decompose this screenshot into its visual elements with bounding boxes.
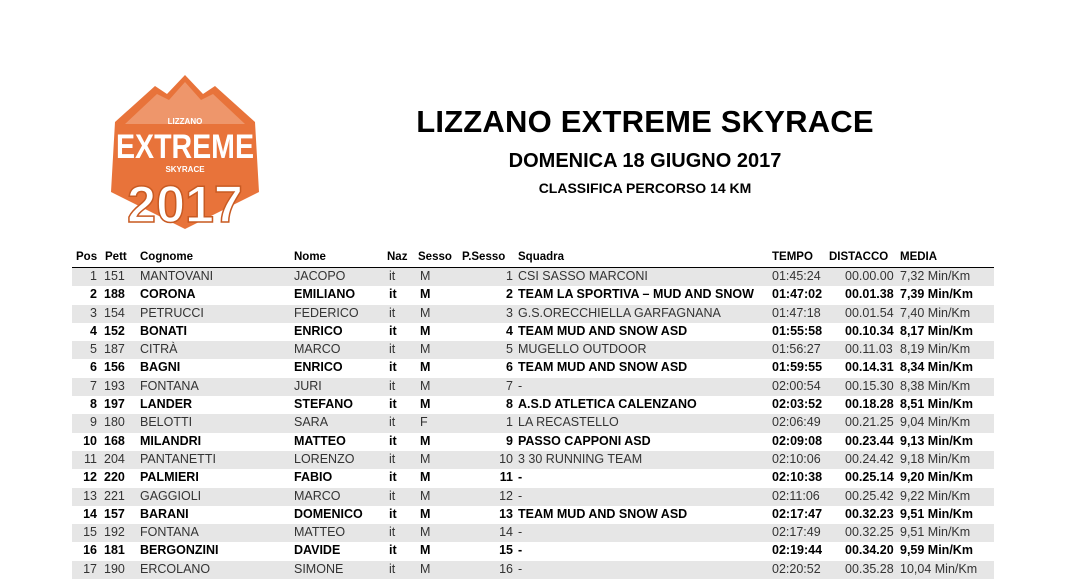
cell-pett: 168 (104, 433, 125, 448)
cell-tempo: 01:47:02 (772, 287, 823, 302)
cell-naz: it (389, 378, 396, 393)
cell-tempo: 02:09:08 (772, 433, 823, 448)
cell-pos: 8 (90, 397, 97, 412)
logo-top-text: LIZZANO (167, 117, 203, 126)
cell-pett: 221 (104, 488, 125, 503)
cell-pos: 12 (83, 470, 97, 485)
cell-media: 9,22 Min/Km (900, 488, 971, 503)
cell-nome: MATTEO (294, 433, 346, 448)
cell-pett: 193 (104, 378, 125, 393)
table-row (72, 524, 994, 542)
cell-media: 9,13 Min/Km (900, 433, 973, 448)
table-row (72, 359, 994, 377)
cell-pett: 192 (104, 525, 125, 540)
cell-sesso: M (420, 543, 431, 558)
cell-media: 8,19 Min/Km (900, 342, 971, 357)
cell-pos: 3 (90, 305, 97, 320)
cell-pos: 4 (90, 323, 97, 338)
cell-pett: 180 (104, 415, 125, 430)
cell-naz: it (389, 360, 397, 375)
cell-nome: DOMENICO (294, 506, 363, 521)
cell-pos: 1 (90, 269, 97, 283)
cell-media: 9,51 Min/Km (900, 525, 971, 540)
table-row (72, 542, 994, 560)
cell-psesso: 3 (506, 305, 513, 320)
header-naz: Naz (387, 251, 408, 263)
cell-naz: it (389, 506, 397, 521)
cell-distacco: 00.32.25 (845, 525, 894, 540)
cell-nome: ENRICO (294, 360, 343, 375)
cell-nome: MATTEO (294, 525, 346, 540)
cell-sesso: M (420, 506, 431, 521)
cell-distacco: 00.10.34 (845, 323, 894, 338)
cell-naz: it (389, 342, 396, 357)
results-table (72, 268, 994, 579)
cell-cognome: FONTANA (140, 525, 199, 540)
cell-squadra: A.S.D ATLETICA CALENZANO (518, 397, 697, 412)
cell-distacco: 00.01.38 (845, 287, 894, 302)
cell-nome: DAVIDE (294, 543, 341, 558)
cell-psesso: 10 (499, 451, 513, 466)
cell-naz: it (389, 287, 397, 302)
cell-naz: it (389, 470, 397, 485)
table-header (72, 250, 994, 269)
cell-sesso: M (420, 378, 431, 393)
cell-distacco: 00.32.23 (845, 506, 894, 521)
cell-psesso: 9 (506, 433, 513, 448)
header-pos: Pos (76, 251, 98, 263)
cell-naz: it (389, 451, 396, 466)
header-cognome: Cognome (140, 251, 194, 263)
cell-tempo: 02:20:52 (772, 561, 821, 576)
cell-psesso: 15 (499, 543, 513, 558)
cell-nome: JURI (294, 378, 322, 393)
cell-squadra: CSI SASSO MARCONI (518, 269, 648, 283)
cell-naz: it (389, 543, 397, 558)
event-logo (105, 72, 265, 232)
table-row (72, 286, 994, 304)
cell-squadra: - (518, 488, 523, 503)
cell-cognome: MILANDRI (140, 433, 202, 448)
table-row (72, 341, 994, 359)
cell-sesso: M (420, 323, 431, 338)
cell-cognome: ERCOLANO (140, 561, 211, 576)
table-row (72, 506, 994, 524)
cell-sesso: F (420, 415, 428, 430)
cell-psesso: 1 (506, 415, 513, 430)
cell-nome: FABIO (294, 470, 333, 485)
cell-media: 8,38 Min/Km (900, 378, 971, 393)
cell-naz: it (389, 433, 397, 448)
cell-distacco: 00.25.42 (845, 488, 894, 503)
cell-sesso: M (420, 433, 431, 448)
cell-cognome: BERGONZINI (140, 543, 219, 558)
cell-pos: 10 (83, 433, 97, 448)
cell-media: 8,17 Min/Km (900, 323, 973, 338)
cell-psesso: 13 (499, 506, 513, 521)
cell-media: 7,39 Min/Km (900, 287, 973, 302)
cell-psesso: 12 (499, 488, 513, 503)
cell-naz: it (389, 397, 397, 412)
cell-pett: 204 (104, 451, 125, 466)
cell-distacco: 00.11.03 (845, 342, 893, 357)
cell-distacco: 00.25.14 (845, 470, 894, 485)
cell-tempo: 01:47:18 (772, 305, 821, 320)
cell-pett: 154 (104, 305, 125, 320)
cell-nome: LORENZO (294, 451, 355, 466)
cell-nome: MARCO (294, 342, 341, 357)
cell-psesso: 5 (506, 342, 513, 357)
header-squadra: Squadra (518, 251, 565, 263)
cell-sesso: M (420, 360, 431, 375)
cell-pos: 15 (83, 525, 97, 540)
page-title: LIZZANO EXTREME SKYRACE (416, 104, 874, 139)
cell-distacco: 00.14.31 (845, 360, 894, 375)
cell-nome: ENRICO (294, 323, 343, 338)
logo-sub-text: SKYRACE (165, 165, 205, 174)
logo-year: 2017 (127, 176, 243, 232)
cell-distacco: 00.21.25 (845, 415, 894, 430)
cell-sesso: M (420, 451, 431, 466)
header-media: MEDIA (900, 251, 938, 263)
header-sesso: Sesso (418, 251, 452, 263)
cell-sesso: M (420, 342, 431, 357)
cell-media: 9,20 Min/Km (900, 470, 973, 485)
cell-sesso: M (420, 287, 431, 302)
table-row (72, 561, 994, 579)
cell-nome: SIMONE (294, 561, 344, 576)
cell-distacco: 00.23.44 (845, 433, 894, 448)
cell-pett: 156 (104, 360, 125, 375)
cell-nome: EMILIANO (294, 287, 356, 302)
cell-psesso: 2 (506, 287, 513, 302)
cell-psesso: 16 (499, 561, 513, 576)
cell-cognome: CITRÀ (140, 342, 178, 357)
cell-pos: 14 (83, 506, 97, 521)
cell-naz: it (389, 305, 396, 320)
cell-pett: 197 (104, 397, 125, 412)
cell-squadra: - (518, 470, 523, 485)
cell-cognome: CORONA (140, 287, 196, 302)
cell-cognome: PALMIERI (140, 470, 199, 485)
cell-sesso: M (420, 470, 431, 485)
cell-squadra: TEAM LA SPORTIVA – MUD AND SNOW (518, 287, 754, 302)
cell-tempo: 02:00:54 (772, 378, 821, 393)
cell-tempo: 01:56:27 (772, 342, 821, 357)
cell-naz: it (389, 488, 396, 503)
table-row (72, 433, 994, 451)
cell-psesso: 4 (506, 323, 513, 338)
cell-pett: 188 (104, 287, 125, 302)
cell-pos: 13 (83, 488, 97, 503)
cell-media: 9,59 Min/Km (900, 543, 973, 558)
cell-naz: it (389, 561, 396, 576)
cell-pos: 17 (83, 561, 97, 576)
cell-cognome: LANDER (140, 397, 193, 412)
table-row (72, 323, 994, 341)
cell-psesso: 8 (506, 397, 513, 412)
cell-tempo: 01:59:55 (772, 360, 823, 375)
cell-cognome: GAGGIOLI (140, 488, 202, 503)
table-row (72, 414, 994, 432)
cell-squadra: 3 30 RUNNING TEAM (518, 451, 643, 466)
cell-squadra: LA RECASTELLO (518, 415, 619, 430)
cell-pett: 187 (104, 342, 125, 357)
cell-media: 7,40 Min/Km (900, 305, 971, 320)
cell-media: 7,32 Min/Km (900, 269, 971, 283)
cell-nome: SARA (294, 415, 329, 430)
cell-tempo: 02:10:38 (772, 470, 823, 485)
cell-distacco: 00.24.42 (845, 451, 894, 466)
cell-cognome: BONATI (140, 323, 187, 338)
table-row (72, 378, 994, 396)
cell-pos: 9 (90, 415, 97, 430)
cell-pett: 220 (104, 470, 125, 485)
table-row (72, 305, 994, 323)
cell-tempo: 01:45:24 (772, 269, 821, 283)
cell-naz: it (389, 269, 396, 283)
cell-squadra: TEAM MUD AND SNOW ASD (518, 506, 688, 521)
cell-tempo: 02:19:44 (772, 543, 823, 558)
cell-tempo: 02:17:47 (772, 506, 823, 521)
cell-psesso: 1 (506, 269, 513, 283)
cell-tempo: 02:06:49 (772, 415, 821, 430)
cell-cognome: FONTANA (140, 378, 199, 393)
page-subtitle: CLASSIFICA PERCORSO 14 KM (538, 180, 752, 196)
cell-squadra: TEAM MUD AND SNOW ASD (518, 360, 688, 375)
cell-media: 9,04 Min/Km (900, 415, 971, 430)
cell-squadra: PASSO CAPPONI ASD (518, 433, 651, 448)
cell-sesso: M (420, 561, 431, 576)
cell-naz: it (389, 525, 396, 540)
cell-distacco: 00.00.00 (845, 269, 894, 283)
header-psesso: P.Sesso (462, 251, 506, 263)
table-row (72, 396, 994, 414)
table-row (72, 451, 994, 469)
cell-pos: 7 (90, 378, 97, 393)
cell-distacco: 00.15.30 (845, 378, 894, 393)
cell-tempo: 02:03:52 (772, 397, 823, 412)
cell-sesso: M (420, 269, 431, 283)
cell-media: 8,34 Min/Km (900, 360, 973, 375)
cell-pos: 2 (90, 287, 97, 302)
cell-pos: 6 (90, 360, 97, 375)
header-nome: Nome (294, 251, 326, 263)
cell-naz: it (389, 415, 396, 430)
header-pett: Pett (105, 251, 127, 263)
cell-nome: MARCO (294, 488, 341, 503)
cell-cognome: MANTOVANI (140, 269, 214, 283)
cell-pett: 157 (104, 506, 125, 521)
cell-cognome: BAGNI (140, 360, 181, 375)
cell-cognome: PANTANETTI (140, 451, 216, 466)
cell-pos: 5 (90, 342, 97, 357)
cell-naz: it (389, 323, 397, 338)
header-tempo: TEMPO (772, 251, 813, 263)
cell-sesso: M (420, 488, 431, 503)
cell-nome: FEDERICO (294, 305, 359, 320)
cell-pett: 181 (104, 543, 125, 558)
cell-media: 8,51 Min/Km (900, 397, 973, 412)
cell-media: 9,18 Min/Km (900, 451, 971, 466)
table-row (72, 469, 994, 487)
cell-distacco: 00.35.28 (845, 561, 894, 576)
cell-media: 10,04 Min/Km (900, 561, 978, 576)
cell-cognome: PETRUCCI (140, 305, 204, 320)
cell-squadra: - (518, 561, 523, 576)
event-date: DOMENICA 18 GIUGNO 2017 (508, 150, 782, 172)
cell-sesso: M (420, 305, 431, 320)
logo-main-text: EXTREME (116, 128, 254, 166)
cell-pett: 190 (104, 561, 125, 576)
cell-tempo: 02:17:49 (772, 525, 821, 540)
cell-distacco: 00.01.54 (845, 305, 894, 320)
cell-pett: 151 (104, 269, 125, 283)
cell-squadra: - (518, 378, 523, 393)
cell-sesso: M (420, 525, 431, 540)
cell-sesso: M (420, 397, 431, 412)
header-distacco: DISTACCO (829, 251, 889, 263)
cell-squadra: TEAM MUD AND SNOW ASD (518, 323, 688, 338)
cell-squadra: G.S.ORECCHIELLA GARFAGNANA (518, 305, 721, 320)
cell-psesso: 6 (506, 360, 513, 375)
cell-psesso: 7 (506, 378, 513, 393)
cell-tempo: 02:11:06 (772, 488, 820, 503)
cell-nome: STEFANO (294, 397, 354, 412)
cell-distacco: 00.34.20 (845, 543, 894, 558)
cell-media: 9,51 Min/Km (900, 506, 973, 521)
table-row (72, 268, 994, 286)
cell-tempo: 01:55:58 (772, 323, 823, 338)
table-row (72, 488, 994, 506)
cell-cognome: BARANI (140, 506, 189, 521)
cell-squadra: MUGELLO OUTDOOR (518, 342, 647, 357)
cell-pos: 16 (83, 543, 97, 558)
cell-pett: 152 (104, 323, 125, 338)
cell-tempo: 02:10:06 (772, 451, 821, 466)
cell-squadra: - (518, 525, 523, 540)
cell-cognome: BELOTTI (140, 415, 193, 430)
cell-pos: 11 (84, 451, 97, 466)
cell-psesso: 14 (499, 525, 513, 540)
cell-nome: JACOPO (294, 269, 346, 283)
cell-psesso: 11 (499, 470, 513, 485)
cell-distacco: 00.18.28 (845, 397, 894, 412)
cell-squadra: - (518, 543, 523, 558)
